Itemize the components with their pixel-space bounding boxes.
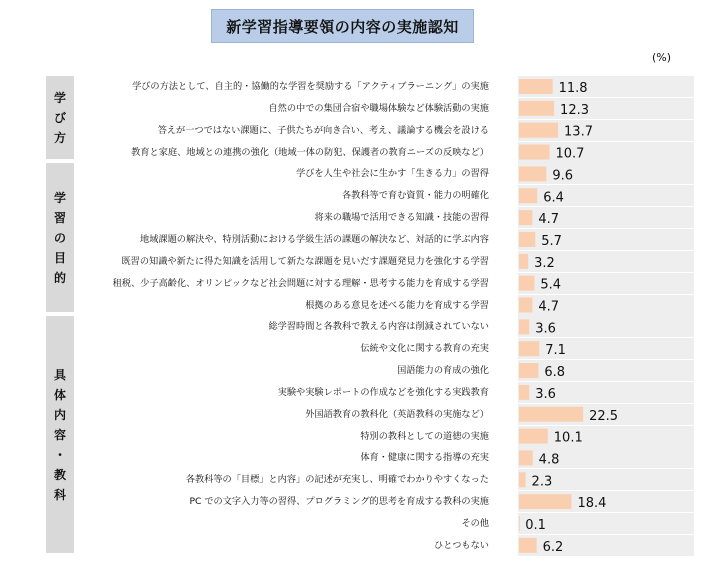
data-label: 11.8 [558, 81, 588, 96]
bar [519, 145, 549, 160]
bar [519, 254, 528, 269]
data-label: 5.4 [540, 277, 562, 293]
data-label: 10.7 [555, 146, 585, 162]
category-label: 実験や実験レポートの作成などを強化する実践教育 [277, 386, 489, 398]
data-label: 7.1 [545, 343, 566, 359]
data-label: 6.4 [543, 190, 564, 206]
bar [519, 516, 520, 531]
data-label: 22.5 [589, 408, 619, 424]
data-label: 3.6 [535, 386, 556, 402]
group-label-char: 容 [53, 427, 66, 442]
data-label: 6.2 [542, 539, 564, 555]
group-label-char: 科 [53, 487, 66, 502]
group-label-char: 目 [53, 250, 66, 265]
bar [519, 232, 535, 247]
category-label: 自然の中での集団合宿や職場体験など体験活動の実施 [268, 102, 489, 114]
data-label: 3.2 [534, 255, 555, 271]
bar [519, 407, 583, 422]
category-label: 外国語教育の教科化（英語教科の実施など） [305, 408, 489, 420]
group-label-char: 具 [53, 367, 66, 382]
category-label: その他 [461, 518, 489, 529]
data-label: 4.8 [538, 452, 560, 468]
bar [519, 429, 548, 444]
data-label: 4.7 [538, 299, 560, 315]
bar [519, 79, 553, 94]
category-label: 将来の職場で活用できる知識・技能の習得 [314, 212, 489, 224]
data-label: 3.6 [535, 321, 556, 337]
group-label-char: 的 [53, 270, 66, 285]
group-label-char: 方 [53, 130, 66, 145]
group-label-char: 教 [53, 467, 66, 482]
category-label: 教育と家庭、地域との連携の強化（地域一体の防犯、保護者の教育ニーズの反映など） [131, 146, 489, 158]
group-label-char: の [53, 230, 66, 245]
category-label: 特別の教科としての道徳の実施 [360, 430, 489, 442]
data-label: 2.3 [531, 474, 553, 490]
chart-title-text: 新学習指導要領の内容の実施認知 [226, 17, 459, 36]
bar [519, 101, 554, 116]
group-label-char: ・ [53, 447, 66, 462]
data-label: 0.1 [525, 518, 546, 533]
bar [519, 450, 533, 465]
category-label: 根拠のある意見を述べる能力を育成する学習 [305, 299, 489, 311]
group-label-char: び [53, 110, 66, 125]
category-label: 各教科等で育む資質・能力の明確化 [342, 190, 489, 202]
bar [519, 210, 532, 225]
category-label: ひとつもない [434, 539, 489, 551]
bar [519, 538, 537, 553]
bar [519, 123, 558, 138]
category-label: 答えが一つではない課題に、子供たちが向き合い、考え、議論する機会を設ける [157, 124, 489, 136]
bar [519, 188, 537, 203]
category-label: 各教科等の「目標」と内容」の記述が充実し、明確でわかりやすくなった [185, 474, 489, 486]
category-label: 学びの方法として、自主的・協働的な学習を奨励する「アクティブラーニング」の実施 [132, 81, 489, 92]
bar [519, 472, 526, 487]
group-label-char: 学 [53, 90, 66, 105]
bar [519, 276, 534, 291]
category-label: 国語能力の育成の強化 [397, 365, 489, 377]
bar [519, 494, 571, 509]
data-label: 6.8 [544, 365, 566, 381]
bar [519, 166, 546, 181]
category-label: 租税、少子高齢化、オリンピックなど社会問題に対する理解・思考する能力を育成する学習 [112, 277, 489, 289]
data-label: 10.1 [553, 430, 583, 446]
category-label: 既習の知識や新たに得た知識を活用して新たな課題を見いだす課題発見力を強化する学習 [121, 255, 489, 267]
bar [519, 298, 532, 313]
data-label: 5.7 [541, 233, 562, 249]
group-label-char: 習 [53, 210, 66, 225]
category-label: 体育・健康に関する指導の充実 [360, 452, 489, 464]
data-label: 18.4 [577, 496, 607, 512]
category-label: 地域課題の解決や、特別活動における学級生活の課題の解決など、対話的に学ぶ内容 [140, 233, 489, 245]
category-label: 伝統や文化に関する教育の充実 [360, 343, 489, 355]
bar [519, 385, 529, 400]
group-label-char: 体 [53, 387, 66, 402]
bar [519, 363, 538, 378]
data-label: 13.7 [564, 124, 593, 140]
data-label: 12.3 [560, 102, 590, 118]
data-label: 9.6 [552, 168, 574, 184]
data-label: 4.7 [538, 212, 560, 228]
category-label: PC での文字入力等の習得、プログラミング的思考を育成する教科の実施 [189, 496, 489, 508]
category-label: 学びを人生や社会に生かす「生きる力」の習得 [296, 168, 489, 180]
category-label: 総学習時間と各教科で教える内容は削減されていない [268, 321, 489, 333]
unit-label: (%) [652, 51, 672, 64]
group-label-char: 内 [53, 407, 66, 422]
bar [519, 341, 539, 356]
bar [519, 319, 529, 334]
group-label-char: 学 [53, 190, 66, 205]
